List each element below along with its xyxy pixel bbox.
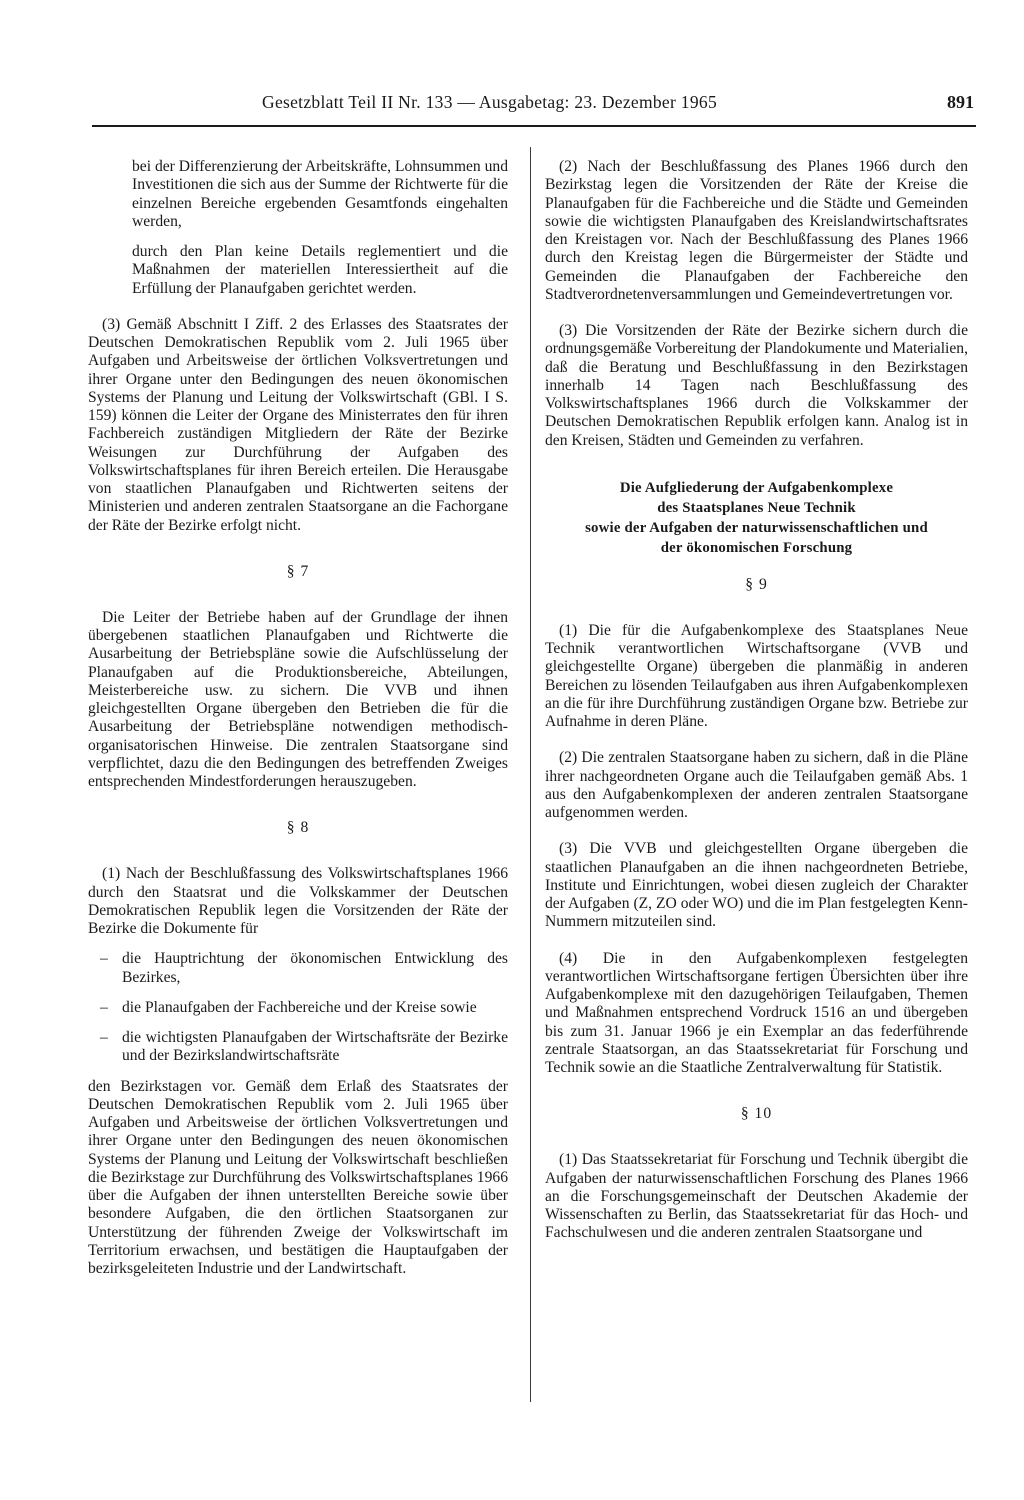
paragraph-9-1: (1) Die für die Aufgabenkomplexe des Staatsplanes Neue Technik verantwortlichen Wirtschaftsorgane (VVB und gleichgestellte Organe) übergeben die planmäßig in anderen Bereichen zu lösenden Teilaufgaben aus ihren Aufgabenkomplexen an die für ihre Durchführung zuständigen Organe bzw. Betriebe zur Aufnahme in deren Pläne. [545, 621, 968, 730]
list-item-text: die wichtigsten Planaufgaben der Wirtschaftsräte der Bezirke und der Bezirkslandwirtschaftsräte [122, 1029, 508, 1065]
section-9-title: § 9 [745, 575, 768, 593]
page-header [92, 92, 976, 120]
right-column [545, 158, 968, 1243]
paragraph-8-3: (3) Die Vorsitzenden der Räte der Bezirke sichern durch die ordnungsgemäße Vorbereitung der Plandokumente und Materialien, daß die Beratung und Beschlußfassung in den Bezirkstagen innerhalb 14 Tagen nach Beschlußfassung des Volkswirtschaftsplanes 1966 durch die Volkskammer der Deutschen Demokratischen Republik erfolgen kann. Analog ist in den Kreisen, Städten und Gemeinden zu verfahren. [545, 322, 968, 449]
list-item-text: die Planaufgaben der Fachbereiche und der Kreise sowie [122, 998, 477, 1016]
left-column [88, 158, 508, 1278]
list-item [88, 999, 508, 1017]
section-8-title: § 8 [286, 819, 310, 837]
heading-line: sowie der Aufgaben der naturwissenschaftlichen und [585, 519, 928, 536]
paragraph-10-1: (1) Das Staatssekretariat für Forschung und Technik übergibt die Aufgaben der naturwissenschaftlichen Forschung des Planes 1966 an die Forschungsgemeinschaft der Deutschen Akademie der Wissenschaften zu Berlin, das Staatssekretariat für das Hoch- und Fachschulwesen und die anderen zentralen Staatsorgane und [545, 1151, 968, 1242]
list-item-text: die Hauptrichtung der ökonomischen Entwicklung des Bezirkes, [122, 950, 508, 986]
header-title: Gesetzblatt Teil II Nr. 133 — Ausgabetag: 23. Dezember 1965 [262, 92, 717, 112]
paragraph-6-3: (3) Gemäß Abschnitt I Ziff. 2 des Erlasses des Staatsrates der Deutschen Demokratischen Republik vom 2. Juli 1965 über Aufgaben und Arbeitsweise der örtlichen Volksvertretungen und ihrer Organe unter den Bedingungen des neuen ökonomischen Systems der Planung und Leitung der Volkswirtschaft (GBl. I S. 159) können die Leiter der Organe des Ministerrates den für ihren Fachbereich zuständigen Mitgliedern der Räte der Bezirke Weisungen zur Durchführung der Aufgaben des Volkswirtschaftsplanes für ihren Bereich erteilen. Die Herausgabe von staatlichen Planaufgaben und Richtwerten seitens der Ministerien und anderen zentralen Staatsorgane an die Fachorgane der Räte der Bezirke erfolgt nicht. [88, 315, 508, 534]
paragraph-8-2: (2) Nach der Beschlußfassung des Planes 1966 durch den Bezirkstag legen die Vorsitzenden der Räte der Kreise die Planaufgaben für die Fachbereiche und die Städte und Gemeinden sowie die wichtigsten Planaufgaben des Kreislandwirtschaftsrates den Kreistagen vor. Nach der Beschlußfassung des Planes 1966 durch den Kreistag legen die Bürgermeister der Städte und Gemeinden die Planaufgaben der Fachbereiche den Stadtverordnetenversammlungen und Gemeindevertretungen vor. [545, 158, 968, 303]
header-divider [92, 125, 976, 127]
paragraph-8-1: (1) Nach der Beschlußfassung des Volkswirtschaftsplanes 1966 durch den Staatsrat und die Volkskammer der Deutschen Demokratischen Republik legen die Vorsitzenden der Räte der Bezirke die Dokumente für [88, 865, 508, 937]
paragraph-8-1-continued: den Bezirkstagen vor. Gemäß dem Erlaß des Staatsrates der Deutschen Demokratischen Republik vom 2. Juli 1965 über Aufgaben und Arbeitsweise der örtlichen Volksvertretungen und ihrer Organe unter den Bedingungen des neuen ökonomischen Systems der Planung und Leitung der Volkswirtschaft beschließen die Bezirkstage zur Durchführung des Volkswirtschaftsplanes 1966 über die Aufgaben der ihnen unterstellten Bereiche sowie über besondere Aufgaben, die den örtlichen Staatsorganen zur Unterstützung der führenden Zweige der Volkswirtschaft im Territorium erwachsen, und bestätigen die Hauptaufgaben der bezirksgeleiteten Industrie und der Landwirtschaft. [88, 1077, 508, 1277]
heading-line: der ökonomischen Forschung [660, 539, 853, 556]
list-item [88, 950, 508, 987]
dash-bullet: – [100, 950, 108, 968]
column-divider [530, 147, 531, 1402]
section-heading [545, 478, 968, 558]
section-10-title: § 10 [740, 1105, 773, 1123]
heading-line: des Staatsplanes Neue Technik [657, 499, 856, 516]
dash-bullet: – [100, 1029, 108, 1046]
list-item [88, 1029, 508, 1066]
paragraph-9-4: (4) Die in den Aufgabenkomplexen festgelegten verantwortlichen Wirtschaftsorgane fertigen Übersichten über ihre Aufgabenkomplexe mit den dazugehörigen Teilaufgaben, Themen und Maßnahmen entsprechend Vordruck 1516 an und übergeben bis zum 31. Januar 1966 je ein Exemplar an das federführende zentrale Staatsorgan, an das Staatssekretariat für Forschung und Technik sowie an die Staatliche Zentralverwaltung für Statistik. [545, 949, 968, 1076]
heading-line: Die Aufgliederung der Aufgabenkomplexe [619, 479, 894, 496]
paragraph-7: Die Leiter der Betriebe haben auf der Grundlage der ihnen übergebenen staatlichen Planaufgaben und Richtwerte die Ausarbeitung der Betriebspläne sowie die Aufschlüsselung der Planaufgaben auf die Produktionsbereiche, Abteilungen, Meisterbereiche usw. zu sichern. Die VVB und ihnen gleichgestellten Organe übergeben den Betrieben die für die Ausarbeitung der Betriebspläne notwendigen methodisch-organisatorischen Hinweise. Die zentralen Staatsorgane sind verpflichtet, dazu die den Bedingungen des betreffenden Zweiges entsprechenden Mindestforderungen herauszugeben. [88, 608, 508, 790]
section-7-title: § 7 [286, 562, 310, 580]
list-continuation-paragraph: durch den Plan keine Details reglementiert und die Maßnahmen der materiellen Interessiertheit auf die Erfüllung der Planaufgaben gerichtet werden. [132, 243, 508, 297]
paragraph-9-2: (2) Die zentralen Staatsorgane haben zu sichern, daß in die Pläne ihrer nachgeordneten Organe auch die Teilaufgaben gemäß Abs. 1 aus den Aufgabenkomplexen der anderen zentralen Staatsorgane aufgenommen werden. [545, 749, 968, 821]
page-number: 891 [947, 92, 974, 112]
dash-bullet: – [100, 998, 108, 1016]
paragraph-9-3: (3) Die VVB und gleichgestellten Organe übergeben die staatlichen Planaufgaben an die ihnen nachgeordneten Betriebe, Institute und Einrichtungen, wobei diesen zugleich der Charakter der Aufgaben (Z, ZO oder WO) und die im Plan festgelegten Kenn-Nummern mitzuteilen sind. [545, 840, 968, 931]
list-continuation-paragraph: bei der Differenzierung der Arbeitskräfte, Lohnsummen und Investitionen die sich aus der Summe der Richtwerte für die einzelnen Bereiche ergebenden Gesamtfonds eingehalten werden, [132, 158, 509, 230]
